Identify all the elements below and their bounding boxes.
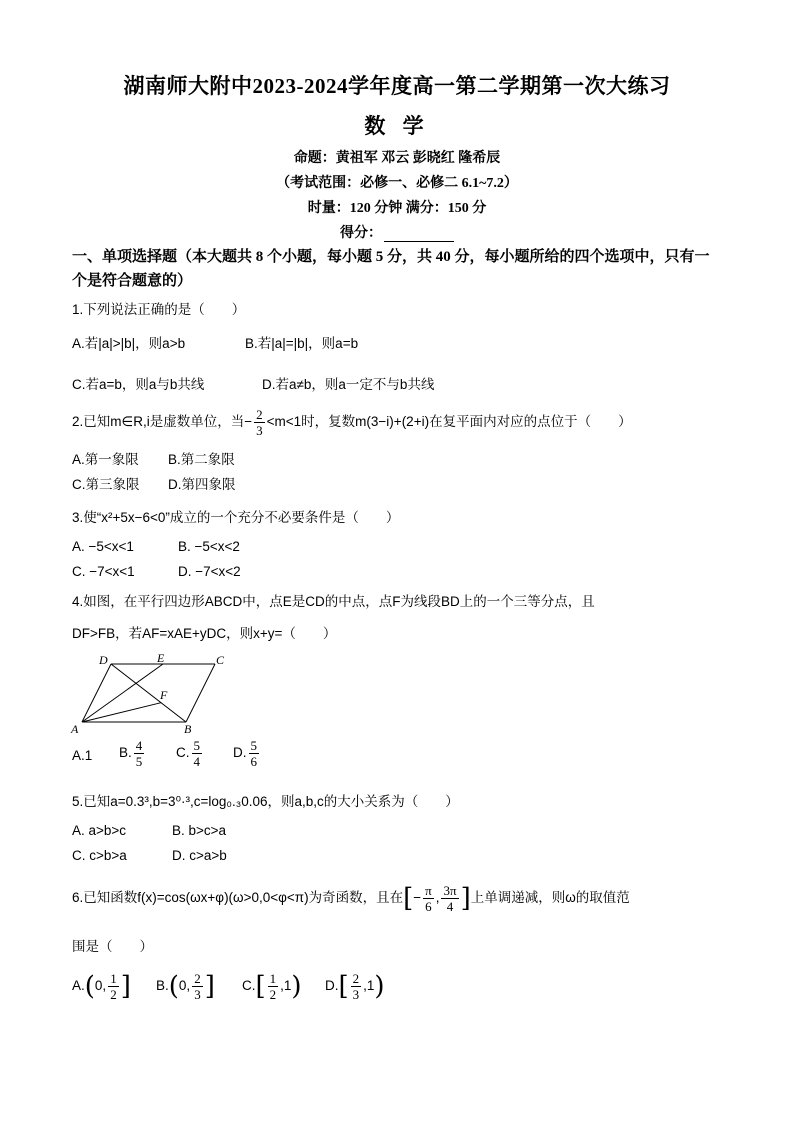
q6-stem-line2: 围是（ ） <box>72 939 153 954</box>
q5-stem: 5.已知a=0.3³,b=3⁰·³,c=log₀.₃0.06，则a,b,c的大小关系为（ ） <box>72 794 459 809</box>
q6-b-close: ] <box>204 971 215 1002</box>
q6-option-c <box>242 968 302 1004</box>
q3-option-b: B. −5<x<2 <box>178 539 240 554</box>
q4-stem-line2: DF>FB，若AF=xAE+yDC，则x+y=（ ） <box>72 626 337 641</box>
q1-option-b: B.若|a|=|b|，则a=b <box>245 336 359 351</box>
edge-bc <box>186 664 215 722</box>
label-f: F <box>160 688 168 702</box>
scope-line: （考试范围：必修一、必修二 6.1~7.2） <box>276 176 518 191</box>
q6-stem <box>72 880 732 916</box>
q4-option-c <box>176 738 204 769</box>
q5-option-d: D. c>a>b <box>172 848 227 863</box>
q6-d-right: ,1 <box>363 978 375 993</box>
q6-interval-right <box>441 883 458 914</box>
q4-option-c-label: C. <box>176 745 190 761</box>
q6-interval-open: [ <box>403 883 414 914</box>
q4-c-num: 5 <box>193 738 200 753</box>
q2-option-a: A.第一象限 <box>72 452 139 467</box>
q6-d-num: 2 <box>352 970 360 986</box>
q6-c-close: ) <box>291 971 302 1002</box>
q6-d-close: ) <box>374 971 385 1002</box>
q6-a-left: 0, <box>94 978 107 993</box>
q6-c-label: C. <box>242 978 256 993</box>
q6-b-open: ( <box>168 971 179 1002</box>
q2-option-d: D.第四象限 <box>168 477 236 492</box>
q4-stem-line1: 4.如图，在平行四边形ABCD中，点E是CD的中点，点F为线段BD上的一个三等分点，且 <box>72 594 595 609</box>
q4-d-num: 5 <box>250 738 257 753</box>
q3-option-c: C. −7<x<1 <box>72 564 135 579</box>
q1-option-a: A.若|a|>|b|，则a>b <box>72 336 186 351</box>
q6-a-close: ] <box>120 971 131 1002</box>
q6-option-d <box>325 968 385 1004</box>
q6-interval-close: ] <box>460 883 471 914</box>
q6-interval-sep: , <box>435 890 440 905</box>
q4-option-b-fraction <box>134 738 145 769</box>
q6-left-den: 6 <box>425 898 432 914</box>
q6-b-label: B. <box>156 978 169 993</box>
q6-a-den: 2 <box>110 986 117 1002</box>
q2-fraction <box>254 407 265 438</box>
q2-stem <box>72 405 732 439</box>
q6-stem-post: 上单调递减，则ω的取值范 <box>470 890 630 905</box>
exam-title: 湖南师大附中2023-2024学年度高一第二学期第一次大练习 <box>123 74 671 98</box>
q6-b-num: 2 <box>194 970 201 986</box>
q2-frac-den: 3 <box>256 422 263 438</box>
q6-d-fraction <box>351 971 362 1002</box>
parallelogram-figure <box>70 652 230 736</box>
q4-option-d-fraction <box>249 738 260 769</box>
score-blank <box>384 227 454 242</box>
q3-option-a: A. −5<x<1 <box>72 539 134 554</box>
q4-c-den: 4 <box>193 754 200 769</box>
score-label: 得分： <box>340 226 382 241</box>
q6-c-num: 1 <box>269 970 277 986</box>
q5-option-a: A. a>b>c <box>72 823 127 838</box>
q6-c-open: [ <box>255 971 266 1002</box>
q4-b-num: 4 <box>135 738 143 753</box>
segment-af <box>82 703 161 722</box>
edge-da <box>82 664 111 722</box>
q6-d-open: [ <box>338 971 349 1002</box>
q2-option-c: C.第三象限 <box>72 477 140 492</box>
q2-stem-post: <m<1时，复数m(3−i)+(2+i)在复平面内对应的点位于（ ） <box>266 414 632 429</box>
label-c: C <box>216 653 225 667</box>
q6-right-num: 3π <box>443 882 457 898</box>
label-d: D <box>99 653 108 667</box>
section-heading: 一、单项选择题（本大题共 8 个小题，每小题 5 分，共 40 分，每小题所给的四个选项中，只有一个是符合题意的） <box>72 249 710 289</box>
score-line <box>0 222 794 242</box>
q6-option-b <box>156 968 215 1004</box>
time-score-line: 时量：120 分钟 满分：150 分 <box>307 201 487 216</box>
q5-option-b: B. b>c>a <box>172 823 227 838</box>
authors-line: 命题：黄祖军 邓云 彭晓红 隆希辰 <box>293 151 501 166</box>
q4-option-d-label: D. <box>233 745 247 761</box>
q4-d-den: 6 <box>250 754 257 769</box>
q3-stem: 3.使“x²+5x−6<0”成立的一个充分不必要条件是（ ） <box>72 510 400 525</box>
q4-option-d <box>233 738 261 769</box>
q1-stem: 1.下列说法正确的是（ ） <box>72 302 246 317</box>
q2-stem-pre: 2.已知m∈R,i是虚数单位，当− <box>72 414 253 429</box>
q6-c-right: ,1 <box>280 978 292 993</box>
q6-d-den: 3 <box>352 986 360 1002</box>
label-b: B <box>184 722 192 736</box>
q6-left-num: π <box>425 882 432 898</box>
q1-option-c: C.若a=b，则a与b共线 <box>72 377 205 392</box>
q4-option-c-fraction <box>192 738 203 769</box>
subject-title: 数 学 <box>364 114 430 138</box>
q4-option-a: A.1 <box>72 748 93 763</box>
q6-a-num: 1 <box>110 970 117 986</box>
q6-c-fraction <box>268 971 279 1002</box>
q2-frac-num: 2 <box>256 406 263 422</box>
q4-option-b-label: B. <box>119 745 132 761</box>
q6-a-open: ( <box>84 971 95 1002</box>
q6-b-left: 0, <box>178 978 191 993</box>
q6-b-den: 3 <box>194 986 201 1002</box>
q6-a-fraction <box>108 971 119 1002</box>
q6-interval-left <box>423 883 434 914</box>
q6-b-fraction <box>192 971 203 1002</box>
q6-right-den: 4 <box>446 898 454 914</box>
q2-option-b: B.第二象限 <box>168 452 235 467</box>
q4-b-den: 5 <box>135 754 143 769</box>
q3-option-d: D. −7<x<2 <box>178 564 241 579</box>
q6-stem-pre: 6.已知函数f(x)=cos(ωx+φ)(ω>0,0<φ<π)为奇函数，且在 <box>72 890 404 905</box>
q6-interval-sign: − <box>413 890 422 905</box>
q4-option-b <box>119 738 146 769</box>
q6-option-a <box>72 968 131 1004</box>
q6-d-label: D. <box>325 978 339 993</box>
q5-option-c: C. c>b>a <box>72 848 127 863</box>
q1-option-d: D.若a≠b，则a一定不与b共线 <box>262 377 435 392</box>
label-a: A <box>71 722 79 736</box>
q6-a-label: A. <box>72 978 85 993</box>
label-e: E <box>157 652 165 665</box>
q6-c-den: 2 <box>269 986 277 1002</box>
